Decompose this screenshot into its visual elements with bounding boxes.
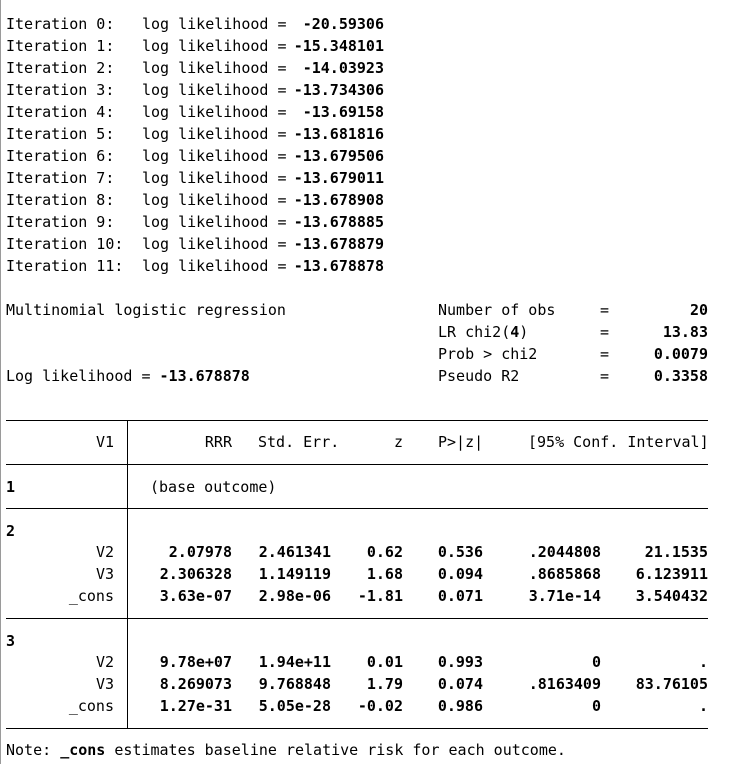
z-value: 1.68 xyxy=(366,565,403,583)
ci-upper-value: 83.76105 xyxy=(635,675,708,693)
var-name: V2 xyxy=(95,653,114,671)
ci-upper-value: 6.123911 xyxy=(635,565,708,583)
iteration-text: log likelihood = xyxy=(142,81,287,99)
iteration-value: -13.679506 xyxy=(293,147,384,165)
iteration-text: log likelihood = xyxy=(142,169,287,187)
ci-lower-value: 0 xyxy=(591,653,601,671)
outcome-separator xyxy=(6,508,708,509)
log-likelihood-label: Log likelihood = xyxy=(6,367,151,385)
stat-label-pseudo-r2: Pseudo R2 xyxy=(438,367,520,385)
z-value: 0.01 xyxy=(366,653,403,671)
var-name: _cons xyxy=(68,587,114,605)
stat-value-pseudo-r2: 0.3358 xyxy=(653,367,708,385)
iteration-label: Iteration 7: xyxy=(6,169,115,187)
ci-lower-value: 0 xyxy=(591,697,601,715)
z-value: 1.79 xyxy=(366,675,403,693)
z-value: -0.02 xyxy=(357,697,403,715)
iteration-value: -13.678908 xyxy=(293,191,384,209)
p-value: 0.986 xyxy=(437,697,483,715)
header-p: P>|z| xyxy=(438,433,484,451)
iteration-label: Iteration 4: xyxy=(6,103,115,121)
iteration-text: log likelihood = xyxy=(142,191,287,209)
outcome-label-2: 2 xyxy=(6,522,16,540)
header-z: z xyxy=(393,433,403,451)
stat-label-lrchi2-df: 4 xyxy=(510,323,520,341)
std-err-value: 9.768848 xyxy=(258,675,331,693)
ci-lower-value: .8685868 xyxy=(528,565,601,583)
stat-label-prob: Prob > chi2 xyxy=(438,345,538,363)
log-likelihood-value: -13.678878 xyxy=(159,367,250,385)
log-likelihood-summary xyxy=(6,365,250,387)
ci-upper-value: 3.540432 xyxy=(635,587,708,605)
footnote xyxy=(6,739,566,761)
note-term: _cons xyxy=(60,741,106,759)
iteration-value: -13.679011 xyxy=(293,169,384,187)
iteration-text: log likelihood = xyxy=(142,213,287,231)
iteration-text: log likelihood = xyxy=(142,257,287,275)
iteration-label: Iteration 8: xyxy=(6,191,115,209)
iteration-text: log likelihood = xyxy=(142,15,287,33)
rrr-value: 8.269073 xyxy=(159,675,232,693)
iteration-text: log likelihood = xyxy=(142,103,287,121)
iteration-text: log likelihood = xyxy=(142,235,287,253)
var-name: _cons xyxy=(68,697,114,715)
stat-value-lrchi2: 13.83 xyxy=(662,323,708,341)
iteration-label: Iteration 9: xyxy=(6,213,115,231)
iteration-value: -13.678879 xyxy=(293,235,384,253)
iteration-text: log likelihood = xyxy=(142,37,287,55)
z-value: 0.62 xyxy=(366,543,403,561)
iteration-label: Iteration 11: xyxy=(6,257,124,275)
iteration-value: -13.681816 xyxy=(293,125,384,143)
var-name: V3 xyxy=(95,565,114,583)
iteration-value: -13.69158 xyxy=(302,103,384,121)
iteration-text: log likelihood = xyxy=(142,59,287,77)
header-depvar: V1 xyxy=(95,433,114,451)
p-value: 0.094 xyxy=(437,565,483,583)
std-err-value: 2.461341 xyxy=(258,543,331,561)
var-name: V3 xyxy=(95,675,114,693)
p-value: 0.993 xyxy=(437,653,483,671)
p-value: 0.536 xyxy=(437,543,483,561)
var-name: V2 xyxy=(95,543,114,561)
p-value: 0.074 xyxy=(437,675,483,693)
header-std-err: Std. Err. xyxy=(258,433,340,451)
rrr-value: 2.07978 xyxy=(168,543,232,561)
iteration-label: Iteration 1: xyxy=(6,37,115,55)
iteration-value: -13.734306 xyxy=(293,81,384,99)
note-text: estimates baseline relative risk for each outcome. xyxy=(105,741,566,759)
iteration-value: -13.678878 xyxy=(293,257,384,275)
iteration-label: Iteration 3: xyxy=(6,81,115,99)
iteration-label: Iteration 5: xyxy=(6,125,115,143)
rrr-value: 2.306328 xyxy=(159,565,232,583)
header-rrr: RRR xyxy=(204,433,232,451)
rrr-value: 1.27e-31 xyxy=(159,697,232,715)
table-top-rule xyxy=(6,420,708,421)
std-err-value: 1.149119 xyxy=(258,565,331,583)
iteration-text: log likelihood = xyxy=(142,125,287,143)
p-value: 0.071 xyxy=(437,587,483,605)
outcome-label-3: 3 xyxy=(6,632,16,650)
outcome-label-1: 1 xyxy=(6,478,16,496)
ci-upper-value: . xyxy=(698,653,708,671)
stat-label-lrchi2-close: ) xyxy=(519,323,529,341)
iteration-label: Iteration 2: xyxy=(6,59,115,77)
stat-eq: = xyxy=(600,301,610,319)
rrr-value: 3.63e-07 xyxy=(159,587,232,605)
table-header-rule xyxy=(6,464,708,465)
std-err-value: 5.05e-28 xyxy=(258,697,331,715)
note-prefix: Note: xyxy=(6,741,61,759)
base-outcome-note: (base outcome) xyxy=(150,478,277,496)
z-value: -1.81 xyxy=(357,587,403,605)
iteration-text: log likelihood = xyxy=(142,147,287,165)
std-err-value: 2.98e-06 xyxy=(258,587,331,605)
iteration-label: Iteration 10: xyxy=(6,235,124,253)
table-vertical-rule xyxy=(127,420,128,728)
stat-eq: = xyxy=(600,367,610,385)
stat-eq: = xyxy=(600,323,610,341)
stat-value-nobs: 20 xyxy=(689,301,708,319)
stat-eq: = xyxy=(600,345,610,363)
iteration-value: -13.678885 xyxy=(293,213,384,231)
stat-label-lrchi2-text: LR chi2( xyxy=(438,323,511,341)
stat-value-prob: 0.0079 xyxy=(653,345,708,363)
model-title: Multinomial logistic regression xyxy=(6,301,286,319)
std-err-value: 1.94e+11 xyxy=(258,653,331,671)
ci-lower-value: .2044808 xyxy=(528,543,601,561)
iteration-value: -14.03923 xyxy=(302,59,384,77)
iteration-value: -20.59306 xyxy=(302,15,384,33)
iteration-label: Iteration 6: xyxy=(6,147,115,165)
outcome-separator xyxy=(6,618,708,619)
header-conf-interval: [95% Conf. Interval] xyxy=(528,433,709,451)
ci-upper-value: 21.1535 xyxy=(644,543,708,561)
iteration-value: -15.348101 xyxy=(293,37,384,55)
stat-label-nobs: Number of obs xyxy=(438,301,556,319)
ci-upper-value: . xyxy=(698,697,708,715)
table-bottom-rule xyxy=(6,728,708,729)
iteration-label: Iteration 0: xyxy=(6,15,115,33)
stat-label-lrchi2 xyxy=(438,321,528,343)
rrr-value: 9.78e+07 xyxy=(159,653,232,671)
ci-lower-value: 3.71e-14 xyxy=(528,587,601,605)
ci-lower-value: .8163409 xyxy=(528,675,601,693)
